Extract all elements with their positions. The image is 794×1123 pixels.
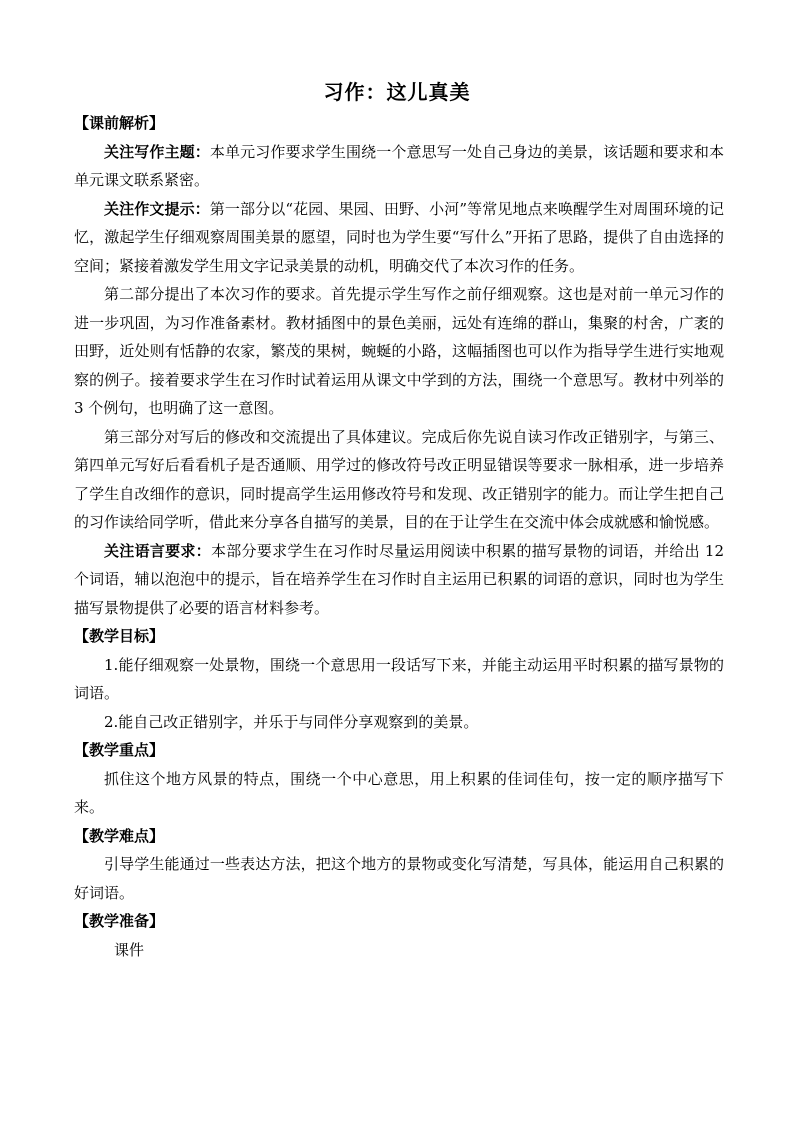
section-heading-analysis: 【课前解析】 (74, 114, 165, 132)
analysis-label-language: 关注语言要求： (104, 541, 211, 560)
analysis-paragraph-part2: 第二部分提出了本次习作的要求。首先提示学生写作之前仔细观察。这也是对前一单元习作的进一步巩固，为习作准备素材。教材插图中的景色美丽，远处有连绵的群山，集聚的村舍，广袤的田野，近处则有恬静的农家，繁茂的果树，蜿蜒的小路，这幅插图也可以作为指导学生进行实地观察的例子。接着要求学生在习作时试着运用从课文中学到的方法，围绕一个意思写。教材中列举的 3 个例句，也明确了这一意图。 (74, 285, 724, 417)
section-heading-difficulties: 【教学难点】 (74, 826, 165, 845)
analysis-label-tips: 关注作文提示： (104, 199, 210, 218)
section-heading-goals: 【教学目标】 (74, 627, 165, 645)
preparation-text: 课件 (114, 940, 145, 959)
analysis-paragraph-tips (74, 195, 724, 281)
analysis-label-theme: 关注写作主题： (104, 142, 210, 161)
section-heading-preparation: 【教学准备】 (74, 912, 165, 930)
analysis-paragraph-theme (74, 138, 724, 195)
section-heading-key-points: 【教学重点】 (74, 741, 165, 759)
difficulties-text: 引导学生能通过一些表达方法，把这个地方的景物或变化写清楚，写具体，能运用自己积累的好词语。 (74, 855, 724, 902)
document-body (74, 109, 724, 964)
analysis-paragraph-part3: 第三部分对写后的修改和交流提出了具体建议。完成后你先说自读习作改正错别字，与第三、第四单元写好后看看机子是否通顺、用学过的修改符号改正明显错误等要求一脉相承，进一步培养了学生自改细作的意识，同时提高学生运用修改符号和发现、改正错别字的能力。而让学生把自己的习作读给同学听，借此来分享各自描写的美景，目的在于让学生在交流中体会成就感和愉悦感。 (74, 427, 724, 531)
analysis-paragraph-language (74, 537, 724, 623)
page-title: 习作：这儿真美 (323, 80, 471, 104)
analysis-text-theme: 本单元习作要求学生围绕一个意思写一处自己身边的美景，该话题和要求和本单元课文联系紧密。 (74, 142, 724, 189)
key-points-text: 抓住这个地方风景的特点，围绕一个中心意思，用上积累的佳词佳句，按一定的顺序描写下来。 (74, 769, 724, 816)
goal-item-1: 1.能仔细观察一处景物，围绕一个意思用一段话写下来，并能主动运用平时积累的描写景物的词语。 (74, 655, 724, 702)
analysis-text-tips: 第一部分以“花园、果园、田野、小河”等常见地点来唤醒学生对周围环境的记忆，激起学生仔细观察周围美景的愿望，同时也为学生要“写什么”开拓了思路，提供了自由选择的空间；紧接着激发学生用文字记录美景的动机，明确交代了本次习作的任务。 (74, 199, 724, 275)
analysis-text-language: 本部分要求学生在习作时尽量运用阅读中积累的描写景物的词语，并给出 12 个词语，辅以泡泡中的提示，旨在培养学生在习作时自主运用已积累的词语的意识，同时也为学生描写景物提供了必要的语言材料参考。 (74, 541, 724, 617)
goal-item-2: 2.能自己改正错别字，并乐于与同伴分享观察到的美景。 (104, 712, 479, 731)
